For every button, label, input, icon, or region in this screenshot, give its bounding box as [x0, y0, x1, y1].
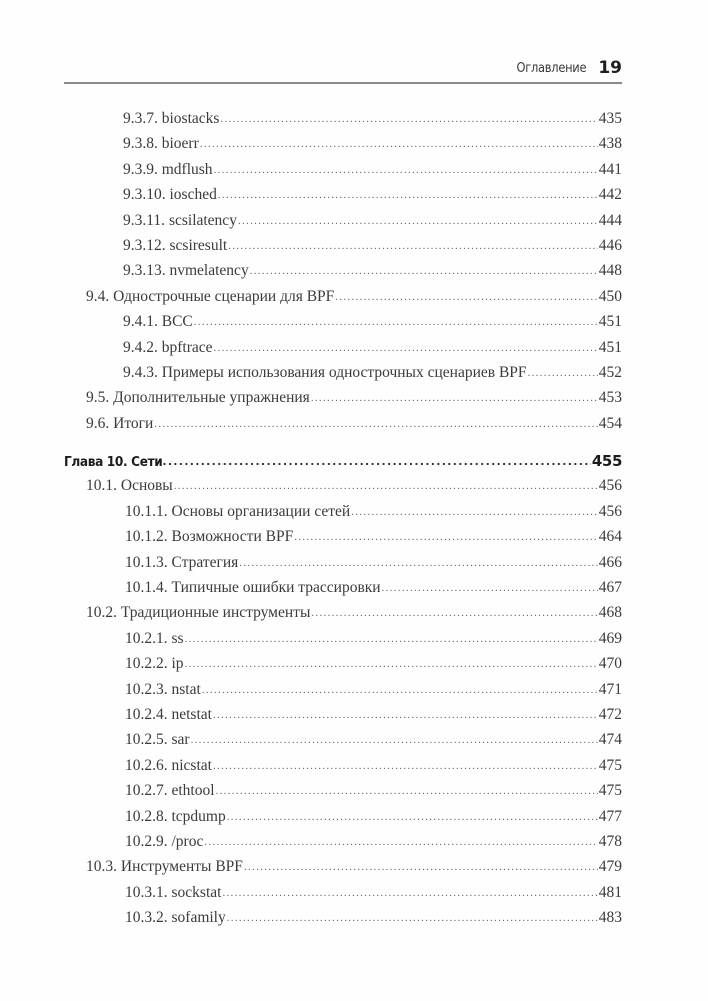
dot-leader [311, 607, 597, 619]
toc-entry-number: 9.3.12. [123, 236, 166, 254]
toc-entry-page-number: 438 [598, 135, 622, 153]
dot-leader [335, 291, 597, 303]
dot-leader [174, 480, 598, 492]
toc-entry-number: 9.3.13. [123, 262, 166, 280]
toc-entry-page-number: 467 [598, 579, 622, 597]
toc-entry-text: Стратегия [171, 553, 239, 571]
toc-entry-number: 10.3.2. [125, 909, 168, 927]
toc-entry-number: Глава 10. [64, 454, 128, 471]
toc-entry [64, 630, 622, 655]
toc-entry-number: 10.1.4. [125, 579, 168, 597]
dot-leader [214, 164, 598, 176]
toc-entry [64, 604, 622, 629]
dot-leader [311, 392, 598, 404]
toc-entry-text: Итоги [113, 414, 154, 432]
toc-entry-number: 10.2.4. [125, 705, 168, 723]
toc-entry-number: 10.2.7. [125, 782, 168, 800]
toc-entry-title [86, 604, 310, 622]
dot-leader [228, 240, 598, 252]
toc-entry-page-number: 469 [598, 629, 622, 647]
toc-entry-number: 10.2.5. [125, 731, 168, 749]
toc-entry-text: tcpdump [171, 807, 226, 825]
dot-leader [238, 215, 598, 227]
toc-entry-page-number: 456 [598, 477, 622, 495]
toc-entry-page-number: 483 [598, 909, 622, 927]
dot-leader [239, 557, 597, 569]
toc-entry-page-number: 454 [598, 414, 622, 432]
toc-entry-text: Инструменты BPF [120, 858, 243, 876]
toc-entry-text: BCC [161, 313, 193, 331]
toc-entry-number: 10.2.3. [125, 680, 168, 698]
toc-entry [64, 554, 622, 579]
toc-entry-page-number: 477 [598, 807, 622, 825]
toc-entry-title [123, 237, 227, 255]
toc-entry-text: Сети [131, 454, 163, 471]
toc-entry-page-number: 450 [598, 287, 622, 305]
toc-entry-text: Возможности BPF [171, 528, 294, 546]
toc-entry-page-number: 455 [591, 452, 622, 471]
toc-entry [64, 262, 622, 287]
dot-leader [222, 887, 597, 899]
dot-leader [154, 418, 597, 430]
toc-entry-text: Примеры использования однострочных сценариев BPF [161, 363, 527, 381]
toc-entry-title [123, 161, 213, 179]
dot-leader [218, 189, 598, 201]
toc-entry [64, 477, 622, 502]
toc-entry [64, 288, 622, 313]
toc-entry-title [123, 135, 199, 153]
toc-entry-title [123, 262, 249, 280]
toc-entry [64, 579, 622, 604]
toc-entry-page-number: 444 [598, 211, 622, 229]
toc-entry-text: /proc [171, 832, 204, 850]
dot-leader [227, 811, 598, 823]
toc-entry-number: 10.1.3. [125, 553, 168, 571]
toc-entry-text: sofamily [171, 909, 226, 927]
toc-entry-page-number: 468 [598, 604, 622, 622]
toc-entry-number: 9.4.1. [123, 313, 158, 331]
toc-entry-page-number: 435 [598, 110, 622, 127]
dot-leader [528, 367, 598, 379]
toc-chapter-entry [64, 452, 622, 477]
toc-entry-number: 10.2.9. [125, 832, 168, 850]
dot-leader [382, 582, 598, 594]
toc-entry-number: 9.4. [86, 287, 110, 305]
toc-entry-page-number: 470 [598, 655, 622, 673]
toc-entry-number: 9.4.2. [123, 338, 158, 356]
toc-entry [64, 503, 622, 528]
toc-entry [64, 706, 622, 731]
toc-entry-number: 9.3.10. [123, 186, 166, 204]
dot-leader [351, 506, 598, 518]
toc-entry-title [125, 833, 203, 851]
toc-entry-title [123, 339, 213, 357]
toc-entry [64, 313, 622, 338]
toc-entry-text: sar [171, 731, 190, 749]
toc-entry [64, 135, 622, 160]
toc-entry-title [123, 110, 219, 128]
toc-entry [64, 212, 622, 237]
toc-entry-title [125, 808, 226, 826]
toc-entry-text: ss [171, 629, 184, 647]
toc-entry-page-number: 453 [598, 389, 622, 407]
toc-entry [64, 833, 622, 858]
toc-entry-text: nvmelatency [169, 262, 249, 280]
toc-entry-text: biostacks [161, 110, 220, 127]
toc-entry-title [86, 288, 334, 306]
toc-entry-text: bpftrace [161, 338, 213, 356]
toc-entry-title [86, 477, 173, 495]
dot-leader [250, 265, 598, 277]
toc-entry [64, 339, 622, 364]
toc-entry-text: netstat [171, 705, 212, 723]
toc-entry-number: 9.3.11. [123, 211, 166, 229]
toc-entry-page-number: 448 [598, 262, 622, 280]
toc-entry-text: scsiresult [169, 236, 228, 254]
toc-entry [64, 731, 622, 756]
toc-entry-number: 10.2.1. [125, 629, 168, 647]
toc-entry-page-number: 475 [598, 782, 622, 800]
toc-entry-title [125, 706, 212, 724]
dot-leader [185, 633, 598, 645]
toc-entry-number: 9.6. [86, 414, 110, 432]
dot-leader [213, 709, 598, 721]
toc-entry-page-number: 464 [598, 528, 622, 546]
toc-entry-title [123, 364, 527, 382]
toc-entry-title [125, 731, 190, 749]
toc-entry-title [125, 503, 350, 521]
toc-entry [64, 884, 622, 909]
toc-entry-text: Однострочные сценарии для BPF [113, 287, 335, 305]
toc-entry-title [125, 630, 184, 648]
toc-entry-text: scsilatency [168, 211, 237, 229]
toc-entry-text: sockstat [171, 883, 222, 901]
toc-entry-title [125, 554, 238, 572]
toc-entry-text: nstat [171, 680, 201, 698]
running-head-page-number: 19 [598, 58, 622, 78]
dot-leader [202, 684, 598, 696]
toc-entry [64, 681, 622, 706]
toc-entry-number: 10.1.1. [125, 502, 168, 520]
toc-entry-number: 9.3.8. [123, 135, 158, 153]
toc-entry-text: Основы организации сетей [171, 502, 351, 520]
toc-entry-page-number: 474 [598, 731, 622, 749]
toc-entry-number: 9.4.3. [123, 363, 158, 381]
toc-entry-text: nicstat [171, 756, 212, 774]
toc-entry-page-number: 451 [598, 313, 622, 331]
toc-entry-page-number: 479 [598, 858, 622, 876]
toc-entry [64, 757, 622, 782]
toc-entry-page-number: 446 [598, 236, 622, 254]
toc-entry-page-number: 471 [598, 680, 622, 698]
toc-entry-page-number: 475 [598, 756, 622, 774]
toc-entry-text: Дополнительные упражнения [113, 389, 310, 407]
dot-leader [227, 912, 598, 924]
toc-entry-number: 10.2.8. [125, 807, 168, 825]
dot-leader [204, 836, 597, 848]
toc-entry-text: ethtool [171, 782, 215, 800]
toc-entry-title [125, 681, 201, 699]
toc-entry-page-number: 441 [598, 160, 622, 178]
toc-entry-number: 9.3.7. [123, 110, 158, 127]
toc-entry-page-number: 456 [598, 502, 622, 520]
toc-entry-page-number: 452 [598, 363, 622, 381]
toc-entry [64, 528, 622, 553]
toc-entry-number: 10.2. [86, 604, 117, 622]
toc-entry-page-number: 442 [598, 186, 622, 204]
toc-entry-title [125, 757, 212, 775]
dot-leader [294, 531, 598, 543]
toc-entry-title [123, 313, 193, 331]
toc-entry-title [125, 528, 293, 546]
running-head-section: Оглавление [516, 61, 586, 76]
toc-entry [64, 415, 622, 440]
toc-entry-title [86, 415, 153, 433]
dot-leader [216, 785, 598, 797]
toc-entry-number: 10.1. [86, 477, 117, 495]
toc-entry-number: 10.3.1. [125, 883, 168, 901]
toc-entry [64, 110, 622, 135]
toc-entry-text: Типичные ошибки трассировки [171, 579, 381, 597]
running-head [64, 56, 622, 84]
toc-entry-title [125, 579, 381, 597]
toc-entry [64, 782, 622, 807]
toc-entry-text: Основы [120, 477, 173, 495]
toc-entry-text: ip [171, 655, 184, 673]
dot-leader [220, 113, 597, 125]
toc-entry-text: Традиционные инструменты [120, 604, 311, 622]
dot-leader [185, 658, 598, 670]
toc-entry [64, 909, 622, 934]
toc-entry-page-number: 481 [598, 883, 622, 901]
toc-entry [64, 389, 622, 414]
dot-leader [244, 861, 598, 873]
dot-leader [162, 455, 591, 468]
toc-entry-number: 9.3.9. [123, 160, 158, 178]
dot-leader [194, 316, 598, 328]
toc-entry-title [123, 186, 217, 204]
toc-entry-page-number: 472 [598, 705, 622, 723]
dot-leader [191, 734, 598, 746]
toc-entry [64, 186, 622, 211]
toc-entry-number: 10.2.6. [125, 756, 168, 774]
toc-entry [64, 655, 622, 680]
toc-entry-title [64, 454, 162, 470]
toc-entry-text: mdflush [161, 160, 213, 178]
toc-entry-title [125, 884, 221, 902]
toc-entry-text: iosched [169, 186, 217, 204]
toc-entry-page-number: 466 [598, 553, 622, 571]
toc-entry-title [123, 212, 237, 230]
toc-entry-page-number: 478 [598, 832, 622, 850]
toc-entry-number: 9.5. [86, 389, 110, 407]
dot-leader [214, 342, 598, 354]
toc-entry-title [86, 858, 243, 876]
toc-entry-title [86, 389, 310, 407]
table-of-contents [64, 110, 622, 935]
toc-entry [64, 858, 622, 883]
toc-entry-number: 10.1.2. [125, 528, 168, 546]
toc-entry-text: bioerr [161, 135, 199, 153]
dot-leader [200, 138, 598, 150]
toc-entry-number: 10.2.2. [125, 655, 168, 673]
toc-entry-title [125, 782, 215, 800]
toc-entry-title [125, 655, 184, 673]
toc-entry [64, 364, 622, 389]
toc-entry-page-number: 451 [598, 338, 622, 356]
toc-entry [64, 808, 622, 833]
dot-leader [213, 760, 598, 772]
toc-entry [64, 161, 622, 186]
toc-entry [64, 237, 622, 262]
toc-entry-title [125, 909, 226, 927]
toc-entry-number: 10.3. [86, 858, 117, 876]
